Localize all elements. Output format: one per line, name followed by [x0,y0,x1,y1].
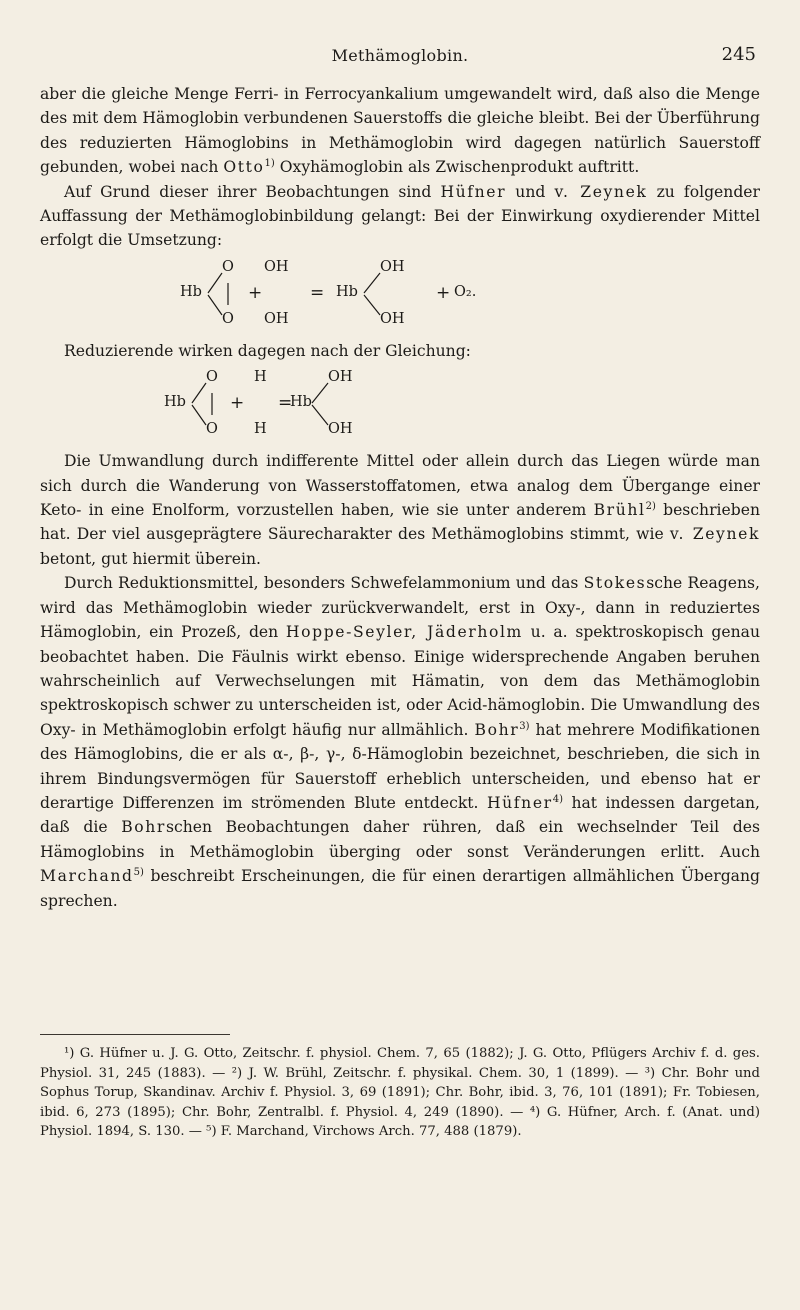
book-page [40,0,760,1310]
author-name: Otto [223,158,265,177]
main-text [40,82,760,913]
author-name: Stokes [583,574,647,593]
paragraph-1: aber die gleiche Menge Ferri- in Ferrocyankalium umgewandelt wird, daß also die Menge des mit dem Hämoglobin verbundenen Sauerstoffs die gleiche bleibt. Bei der Überführung des reduzierten Hämoglobins in Methämoglobin wird dagegen natürlich Sauerstoff gebunden, wobei nach Otto$^{1)}$ Oxyhämoglobin als Zwischenprodukt auftritt. [40,85,760,177]
equation-oxidation: Hb O O + OH OH = Hb OH OH + O₂. [40,253,760,339]
author-name: Hüfner [440,182,507,201]
footnote-ref: 3) [519,720,530,732]
author-name: v. Zeynek [554,182,648,201]
paragraph-3: Reduzierende wirken dagegen nach der Gleichung: [64,341,471,360]
running-title: Methämoglobin. [331,46,469,65]
bond-lines [40,363,760,449]
author-name: v. Zeynek [669,525,760,544]
author-name: Bohr [474,720,520,739]
author-name: Bohr [121,818,166,837]
running-header [40,46,760,70]
footnote-ref: 1) [264,158,275,170]
paragraph-4: Die Umwandlung durch indifferente Mittel oder allein durch das Liegen würde man sich durch die Wanderung von Wasserstoffatomen, etwa analog dem Übergange einer Keto- in eine Enolform, vorzustellen haben, wie sie unter anderem Brühl$^{2)}$ beschrieben hat. Der viel ausgeprägtere Säurecharakter des Methämoglobins stimmt, wie v. Zeynek betont, gut hiermit überein. [40,452,761,568]
author-name: Hoppe-Seyler, Jäderholm [285,623,523,642]
author-name: Brühl [593,501,646,520]
page-number: 245 [721,44,756,65]
author-name: Hüfner [486,793,553,812]
author-name: Marchand [40,867,134,886]
paragraph-2: Auf Grund dieser ihrer Beobachtungen sind Hüfner und v. Zeynek zu folgender Auffassung der Methämoglobinbildung gelangt: Bei der Einwirkung oxydierender Mittel erfolgt die Umsetzung: [40,182,760,250]
footnotes [40,1044,760,1142]
paragraph-5: Durch Reduktionsmittel, besonders Schwefelammonium und das Stokessche Reagens, wird das Methämoglobin wieder zurückverwandelt, erst in Oxy-, dann in reduziertes Hämoglobin, ein Prozeß, den Hoppe-Seyler, Jäderholm u. a. spektroskopisch genau beobachtet haben. Die Fäulnis wirkt ebenso. Einige widersprechende Angaben beruhen wahrscheinlich auf Verwechselungen mit Hämatin, von dem das Methämoglobin spektroskopisch schwer zu unterscheiden ist, oder Acid-hämoglobin. Die Umwandlung des Oxy- in Methämoglobin erfolgt häufig nur allmählich. Bohr$^{3)}$ hat mehrere Modifikationen des Hämoglobins, die er als α-, β-, γ-, δ-Hämoglobin bezeichnet, beschrieben, die sich in ihrem Bindungsvermögen für Sauerstoff erheblich unterscheiden, und ebenso hat er derartige Differenzen im strömenden Blute entdeckt. Hüfner$^{4)}$ hat indessen dargetan, daß die Bohrschen Beobachtungen daher rühren, daß ein wechselnder Teil des Hämoglobins in Methämoglobin überging oder sonst Veränderungen erlitt. Auch Marchand$^{5)}$ beschreibt Erscheinungen, die für einen derartigen allmählichen Übergang sprechen. [40,574,761,910]
footnote-ref: 4) [552,793,563,805]
footnote-ref: 5) [133,866,144,878]
footnote-ref: 2) [645,500,656,512]
footnote-separator [40,1034,230,1035]
footnote-text: ¹) G. Hüfner u. J. G. Otto, Zeitschr. f. physiol. Chem. 7, 65 (1882); J. G. Otto, Pflügers Archiv f. d. ges. Physiol. 31, 245 (1883). — ²) J. W. Brühl, Zeitschr. f. physikal. Chem. 30, 1 (1899). — ³) Chr. Bohr und Sophus Torup, Skandinav. Archiv f. Physiol. 3, 69 (1891); Chr. Bohr, ibid. 3, 76, 101 (1891); Fr. Tobiesen, ibid. 6, 273 (1895); Chr. Bohr, Zentralbl. f. Physiol. 4, 249 (1890). — ⁴) G. Hüfner, Arch. f. (Anat. und) Physiol. 1894, S. 130. — ⁵) F. Marchand, Virchows Arch. 77, 488 (1879). [40,1046,760,1140]
equation-reduction: Hb O O + H H = Hb OH OH [40,363,760,449]
